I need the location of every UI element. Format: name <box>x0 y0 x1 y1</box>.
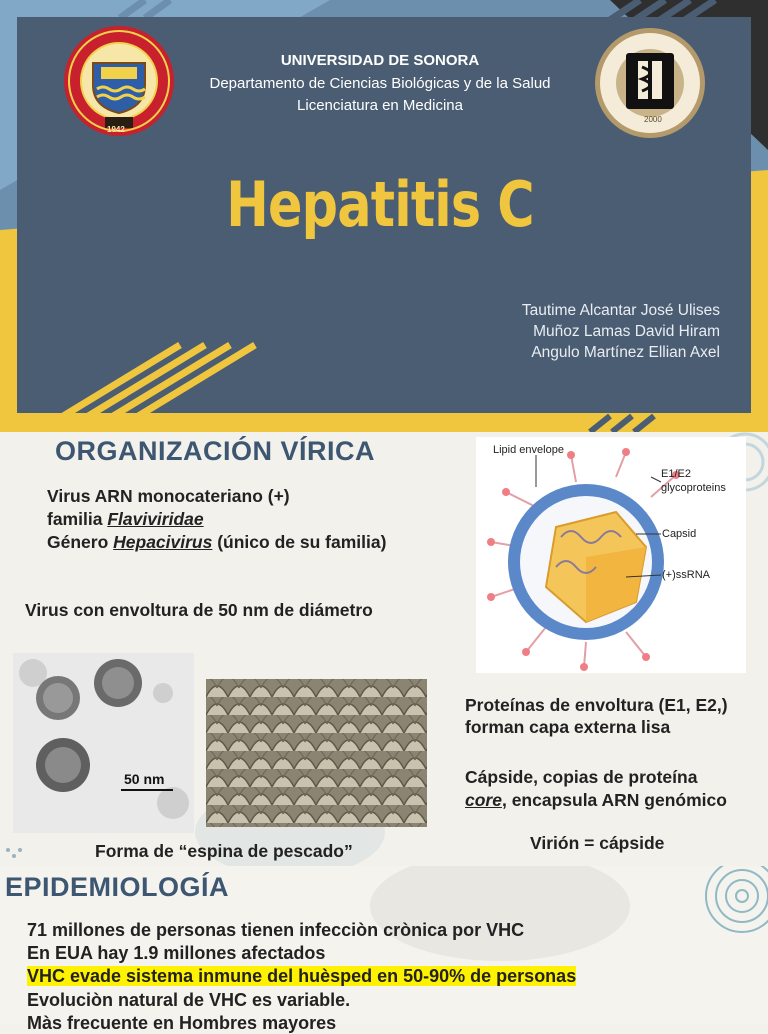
capsid-line: Cápside, copias de proteína <box>465 767 698 787</box>
program-name: Licenciatura en Medicina <box>297 97 463 114</box>
outer-layer-line: forman capa externa lisa <box>465 717 671 737</box>
diagram-label-ssrna: (+)ssRNA <box>662 569 710 581</box>
virus-type-line: Virus ARN monocateriano (+) <box>47 486 290 506</box>
epi-line-1: 71 millones de personas tienen infecciòn crònica por VHC <box>27 920 525 940</box>
author-2: Muñoz Lamas David Hiram <box>533 323 720 340</box>
electron-micrograph-image <box>13 653 194 833</box>
genus-name: Hepacivirus <box>113 532 213 552</box>
hcv-virion-diagram <box>476 437 746 673</box>
fish-scales-image <box>206 679 427 827</box>
university-name: UNIVERSIDAD DE SONORA <box>280 52 480 69</box>
epidemiologia-heading: EPIDEMIOLOGÍA <box>5 872 230 902</box>
highlighted-text: VHC evade sistema inmune del huèsped en 50-90% de personas <box>27 966 577 986</box>
envelope-line: Virus con envoltura de 50 nm de diámetro <box>25 600 373 620</box>
epi-line-2: En EUA hay 1.9 millones afectados <box>27 943 326 963</box>
diagram-label-lipid: Lipid envelope <box>493 444 564 456</box>
epi-line-3 <box>27 966 576 987</box>
core-rest: , encapsula ARN genómico <box>501 790 727 810</box>
department-name: Departamento de Ciencias Biológicas y de la Salud <box>209 75 551 92</box>
family-name: Flaviviridae <box>107 509 204 529</box>
core-line <box>465 790 727 811</box>
genus-suffix: (único de su familia) <box>212 532 387 552</box>
genus-line <box>47 532 386 553</box>
diagram-label-capsid: Capsid <box>662 528 697 540</box>
diagram-label-glycoproteins: glycoproteins <box>661 482 726 494</box>
title-slide <box>0 0 768 432</box>
scale-bar-label: 50 nm <box>124 771 165 787</box>
seal-right-year: 2000 <box>644 115 662 124</box>
fish-bone-caption: Forma de “espina de pescado” <box>95 841 353 861</box>
family-prefix: familia <box>47 509 108 529</box>
diagram-label-e1e2: E1/E2 <box>661 468 691 480</box>
envelope-proteins-line: Proteínas de envoltura (E1, E2,) <box>465 695 728 715</box>
core-word: core <box>465 790 502 810</box>
epi-line-4: Evoluciòn natural de VHC es variable. <box>27 990 351 1010</box>
author-3: Angulo Martínez Ellian Axel <box>531 344 720 361</box>
seal-left-year: 1942 <box>107 125 125 134</box>
epi-line-5: Màs frecuente en Hombres mayores <box>27 1013 337 1033</box>
family-line <box>47 509 204 530</box>
organizacion-virica-heading: ORGANIZACIÓN VÍRICA <box>55 436 375 466</box>
virion-equals-capsid: Virión = cápside <box>530 833 665 853</box>
author-1: Tautime Alcantar José Ulises <box>521 302 720 319</box>
presentation-title: Hepatitis C <box>226 168 534 241</box>
genus-prefix: Género <box>47 532 114 552</box>
